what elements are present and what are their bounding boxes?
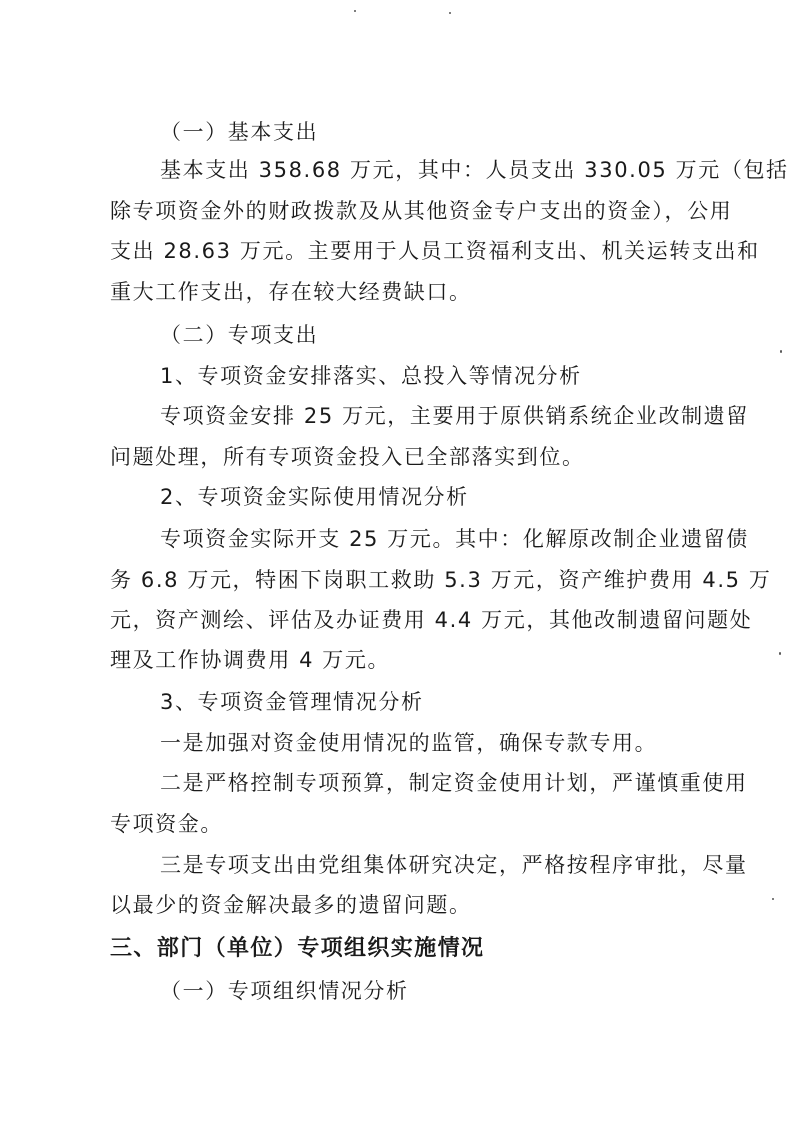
paragraph-line: 专项资金实际开支 25 万元。其中：化解原改制企业遗留债 <box>160 527 749 551</box>
section-heading-special-expenditure: （二）专项支出 <box>160 323 319 347</box>
section-heading-basic-expenditure: （一）基本支出 <box>160 120 319 144</box>
subsection-heading: 2、专项资金实际使用情况分析 <box>160 485 469 509</box>
paragraph-line: 以最少的资金解决最多的遗留问题。 <box>110 893 472 917</box>
paragraph-line: 支出 28.63 万元。主要用于人员工资福利支出、机关运转支出和 <box>110 239 760 263</box>
scan-speck <box>780 350 782 353</box>
paragraph-line: 元，资产测绘、评估及办证费用 4.4 万元，其他改制遗留问题处 <box>110 608 753 632</box>
paragraph-line: 问题处理，所有专项资金投入已全部落实到位。 <box>110 445 585 469</box>
paragraph-line: 理及工作协调费用 4 万元。 <box>110 648 391 672</box>
paragraph-line: 专项资金。 <box>110 812 223 836</box>
scan-speck <box>354 10 356 12</box>
paragraph-line: 三是专项支出由党组集体研究决定，严格按程序审批，尽量 <box>160 853 748 877</box>
subsection-heading: 1、专项资金安排落实、总投入等情况分析 <box>160 364 582 388</box>
paragraph-line: 专项资金安排 25 万元，主要用于原供销系统企业改制遗留 <box>160 404 749 428</box>
scan-speck <box>772 898 774 900</box>
section-heading-organization: （一）专项组织情况分析 <box>160 979 409 1003</box>
paragraph-line: 二是严格控制专项预算，制定资金使用计划，严谨慎重使用 <box>160 771 748 795</box>
subsection-heading: 3、专项资金管理情况分析 <box>160 690 424 714</box>
paragraph-line: 一是加强对资金使用情况的监管，确保专款专用。 <box>160 731 658 755</box>
scan-speck <box>449 12 451 14</box>
scan-speck <box>779 652 781 655</box>
paragraph-line: 除专项资金外的财政拨款及从其他资金专户支出的资金），公用 <box>110 199 733 223</box>
paragraph-line: 务 6.8 万元，特困下岗职工救助 5.3 万元，资产维护费用 4.5 万 <box>110 568 772 592</box>
paragraph-line: 重大工作支出，存在较大经费缺口。 <box>110 280 472 304</box>
chapter-heading: 三、部门（单位）专项组织实施情况 <box>110 936 485 961</box>
paragraph-line: 基本支出 358.68 万元，其中：人员支出 330.05 万元（包括 <box>160 158 789 182</box>
